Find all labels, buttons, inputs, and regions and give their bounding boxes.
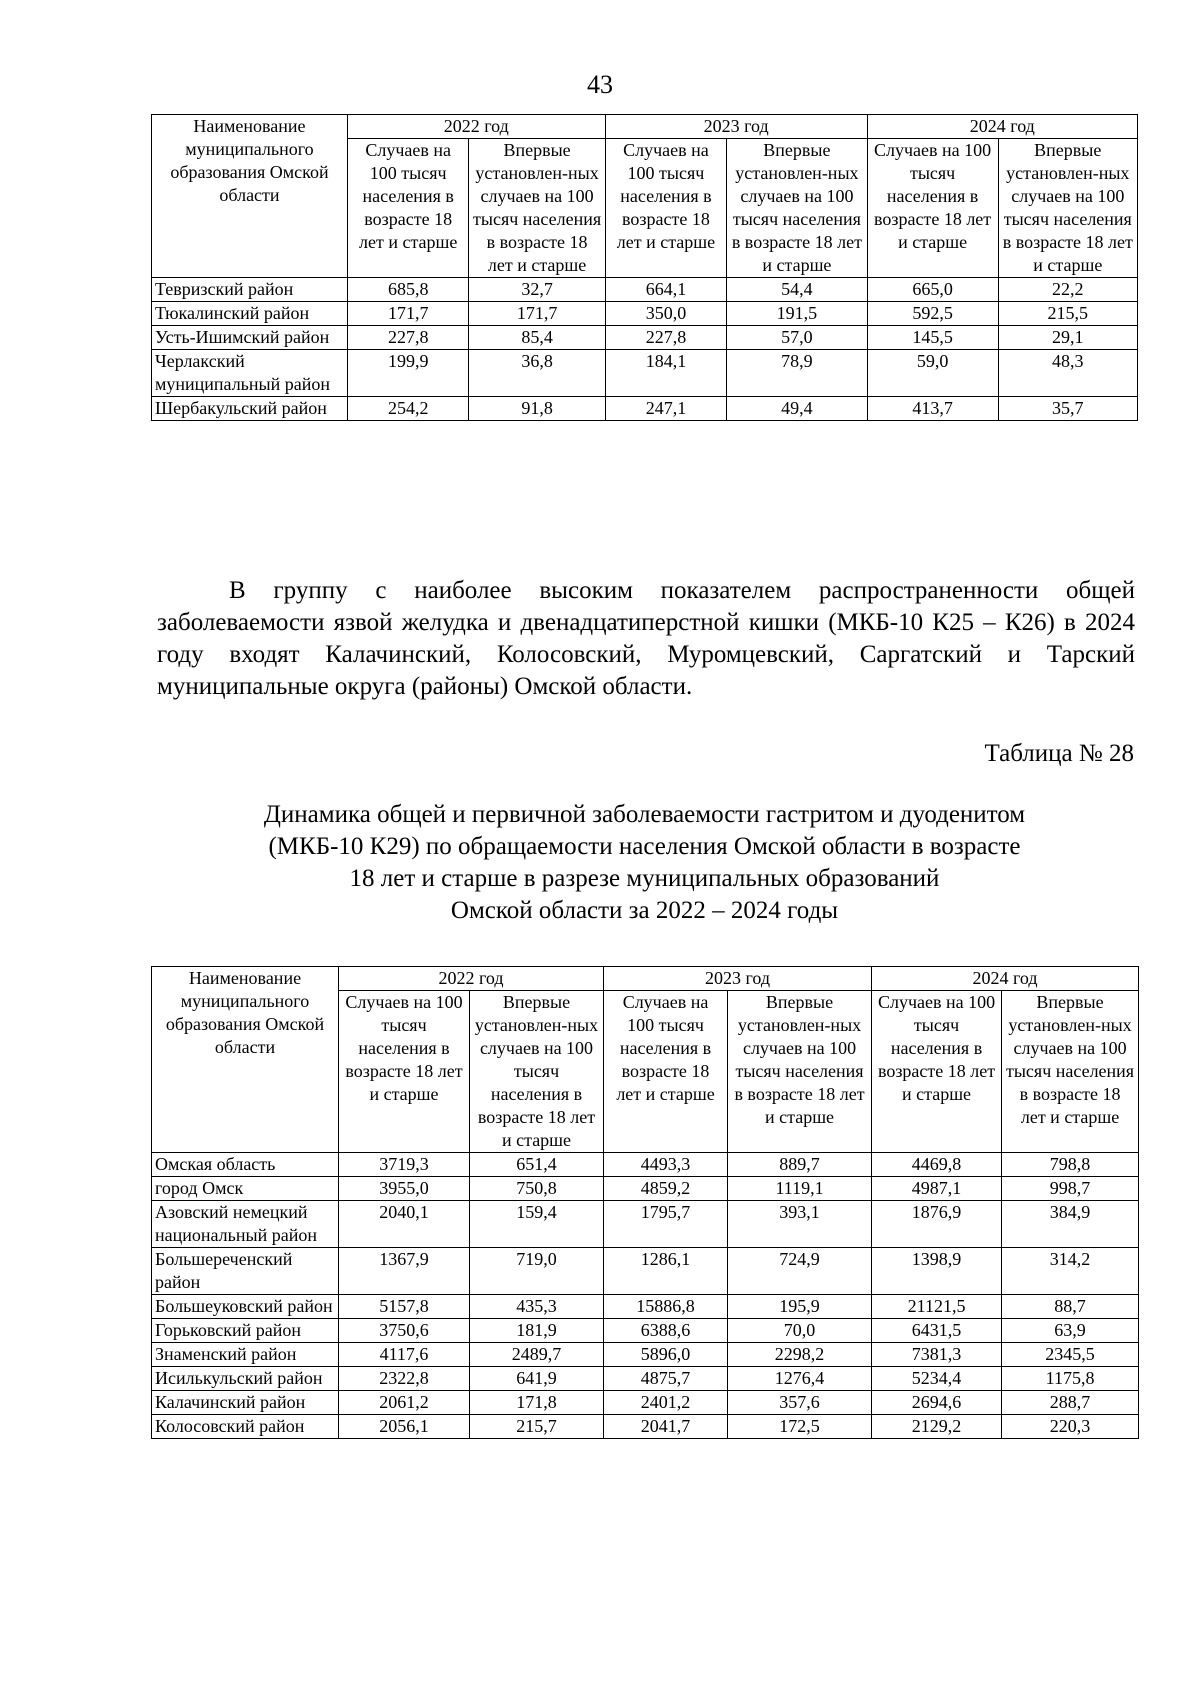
header-new-cases: Впервые установлен-ных случаев на 100 тысяч населения в возрасте 18 лет и старше bbox=[728, 991, 872, 1153]
value-cell: 7381,3 bbox=[872, 1343, 1002, 1367]
header-year-2024: 2024 год bbox=[867, 115, 1137, 139]
value-cell: 3719,3 bbox=[339, 1153, 470, 1177]
value-cell: 88,7 bbox=[1002, 1295, 1139, 1319]
value-cell: 32,7 bbox=[469, 278, 605, 302]
table-title-line: Динамика общей и первичной заболеваемости гастритом и дуоденитом bbox=[263, 801, 1026, 828]
header-year-2024: 2024 год bbox=[872, 967, 1139, 991]
value-cell: 2401,2 bbox=[604, 1391, 728, 1415]
value-cell: 54,4 bbox=[727, 278, 867, 302]
table-row bbox=[152, 326, 1138, 350]
header-cases: Случаев на 100 тысяч населения в возрасте 18 лет и старше bbox=[347, 139, 469, 278]
table-row bbox=[152, 1295, 1139, 1319]
value-cell: 664,1 bbox=[605, 278, 727, 302]
value-cell: 651,4 bbox=[470, 1153, 604, 1177]
value-cell: 750,8 bbox=[470, 1177, 604, 1201]
value-cell: 357,6 bbox=[728, 1391, 872, 1415]
value-cell: 3955,0 bbox=[339, 1177, 470, 1201]
header-year-2023: 2023 год bbox=[604, 967, 872, 991]
table-number: Таблица № 28 bbox=[984, 740, 1134, 767]
value-cell: 91,8 bbox=[469, 397, 605, 421]
value-cell: 6431,5 bbox=[872, 1319, 1002, 1343]
value-cell: 247,1 bbox=[605, 397, 727, 421]
value-cell: 85,4 bbox=[469, 326, 605, 350]
value-cell: 798,8 bbox=[1002, 1153, 1139, 1177]
value-cell: 5896,0 bbox=[604, 1343, 728, 1367]
district-name: Тевризский район bbox=[152, 278, 348, 302]
value-cell: 314,2 bbox=[1002, 1248, 1139, 1295]
value-cell: 29,1 bbox=[998, 326, 1137, 350]
disease-table-2 bbox=[151, 966, 1139, 1439]
header-new-cases: Впервые установлен-ных случаев на 100 тысяч населения в возрасте 18 лет и старше bbox=[998, 139, 1137, 278]
value-cell: 2040,1 bbox=[339, 1201, 470, 1248]
value-cell: 2322,8 bbox=[339, 1367, 470, 1391]
district-name: Шербакульский район bbox=[152, 397, 348, 421]
value-cell: 5234,4 bbox=[872, 1367, 1002, 1391]
value-cell: 22,2 bbox=[998, 278, 1137, 302]
disease-table-1 bbox=[151, 114, 1138, 421]
value-cell: 35,7 bbox=[998, 397, 1137, 421]
value-cell: 889,7 bbox=[728, 1153, 872, 1177]
value-cell: 393,1 bbox=[728, 1201, 872, 1248]
value-cell: 1876,9 bbox=[872, 1201, 1002, 1248]
value-cell: 350,0 bbox=[605, 302, 727, 326]
table-row bbox=[152, 1391, 1139, 1415]
value-cell: 1398,9 bbox=[872, 1248, 1002, 1295]
value-cell: 998,7 bbox=[1002, 1177, 1139, 1201]
header-new-cases: Впервые установлен-ных случаев на 100 тысяч населения в возрасте 18 лет и старше bbox=[1002, 991, 1139, 1153]
value-cell: 57,0 bbox=[727, 326, 867, 350]
header-year-2022: 2022 год bbox=[339, 967, 604, 991]
header-year-2023: 2023 год bbox=[605, 115, 867, 139]
value-cell: 15886,8 bbox=[604, 1295, 728, 1319]
table-row bbox=[152, 350, 1138, 397]
value-cell: 413,7 bbox=[867, 397, 998, 421]
district-name: Исилькульский район bbox=[152, 1367, 339, 1391]
value-cell: 159,4 bbox=[470, 1201, 604, 1248]
value-cell: 215,7 bbox=[470, 1415, 604, 1439]
table-row bbox=[152, 1319, 1139, 1343]
value-cell: 4875,7 bbox=[604, 1367, 728, 1391]
value-cell: 227,8 bbox=[605, 326, 727, 350]
district-name: Большереченский район bbox=[152, 1248, 339, 1295]
table-row bbox=[152, 1248, 1139, 1295]
value-cell: 2056,1 bbox=[339, 1415, 470, 1439]
value-cell: 1175,8 bbox=[1002, 1367, 1139, 1391]
value-cell: 4493,3 bbox=[604, 1153, 728, 1177]
table-row bbox=[152, 1177, 1139, 1201]
table-row bbox=[152, 1153, 1139, 1177]
value-cell: 6388,6 bbox=[604, 1319, 728, 1343]
value-cell: 21121,5 bbox=[872, 1295, 1002, 1319]
value-cell: 1276,4 bbox=[728, 1367, 872, 1391]
table-row bbox=[152, 397, 1138, 421]
value-cell: 36,8 bbox=[469, 350, 605, 397]
header-name-column: Наименование муниципального образования Омской области bbox=[152, 115, 348, 278]
table-row bbox=[152, 1367, 1139, 1391]
district-name: Азовский немецкий национальный район bbox=[152, 1201, 339, 1248]
value-cell: 171,7 bbox=[469, 302, 605, 326]
district-name: Тюкалинский район bbox=[152, 302, 348, 326]
district-name: Большеуковский район bbox=[152, 1295, 339, 1319]
table-title bbox=[151, 799, 1138, 927]
value-cell: 49,4 bbox=[727, 397, 867, 421]
value-cell: 719,0 bbox=[470, 1248, 604, 1295]
value-cell: 220,3 bbox=[1002, 1415, 1139, 1439]
value-cell: 3750,6 bbox=[339, 1319, 470, 1343]
value-cell: 592,5 bbox=[867, 302, 998, 326]
value-cell: 227,8 bbox=[347, 326, 469, 350]
value-cell: 171,7 bbox=[347, 302, 469, 326]
district-name: город Омск bbox=[152, 1177, 339, 1201]
value-cell: 2061,2 bbox=[339, 1391, 470, 1415]
value-cell: 1795,7 bbox=[604, 1201, 728, 1248]
value-cell: 2345,5 bbox=[1002, 1343, 1139, 1367]
value-cell: 2298,2 bbox=[728, 1343, 872, 1367]
header-year-2022: 2022 год bbox=[347, 115, 605, 139]
value-cell: 1286,1 bbox=[604, 1248, 728, 1295]
table-title-line: 18 лет и старше в разрезе муниципальных образований bbox=[349, 865, 940, 892]
value-cell: 172,5 bbox=[728, 1415, 872, 1439]
district-name: Омская область bbox=[152, 1153, 339, 1177]
value-cell: 5157,8 bbox=[339, 1295, 470, 1319]
value-cell: 4469,8 bbox=[872, 1153, 1002, 1177]
value-cell: 2489,7 bbox=[470, 1343, 604, 1367]
value-cell: 435,3 bbox=[470, 1295, 604, 1319]
table-row bbox=[152, 1201, 1139, 1248]
table-title-line: (МКБ-10 К29) по обращаемости населения Омской области в возрасте bbox=[268, 833, 1021, 860]
value-cell: 2694,6 bbox=[872, 1391, 1002, 1415]
page-number: 43 bbox=[587, 70, 613, 99]
table-title-line: Омской области за 2022 – 2024 годы bbox=[450, 897, 839, 924]
body-paragraph: В группу с наиболее высоким показателем распространенности общей заболеваемости язвой желудка и двенадцатиперстной кишки (МКБ-10 К25 – К26) в 2024 году входят Калачинский, Колосовский, Муромцевский, Саргатский и Тарский муниципальные округа (районы) Омской области. bbox=[157, 577, 1135, 700]
value-cell: 4987,1 bbox=[872, 1177, 1002, 1201]
district-name: Колосовский район bbox=[152, 1415, 339, 1439]
value-cell: 184,1 bbox=[605, 350, 727, 397]
value-cell: 199,9 bbox=[347, 350, 469, 397]
value-cell: 191,5 bbox=[727, 302, 867, 326]
table-body bbox=[152, 1153, 1139, 1439]
value-cell: 63,9 bbox=[1002, 1319, 1139, 1343]
value-cell: 195,9 bbox=[728, 1295, 872, 1319]
value-cell: 384,9 bbox=[1002, 1201, 1139, 1248]
table-row bbox=[152, 302, 1138, 326]
value-cell: 181,9 bbox=[470, 1319, 604, 1343]
header-cases: Случаев на 100 тысяч населения в возрасте 18 лет и старше bbox=[604, 991, 728, 1153]
district-name: Горьковский район bbox=[152, 1319, 339, 1343]
value-cell: 145,5 bbox=[867, 326, 998, 350]
value-cell: 288,7 bbox=[1002, 1391, 1139, 1415]
district-name: Черлакский муниципальный район bbox=[152, 350, 348, 397]
value-cell: 4117,6 bbox=[339, 1343, 470, 1367]
value-cell: 70,0 bbox=[728, 1319, 872, 1343]
value-cell: 78,9 bbox=[727, 350, 867, 397]
value-cell: 1367,9 bbox=[339, 1248, 470, 1295]
value-cell: 641,9 bbox=[470, 1367, 604, 1391]
table-row bbox=[152, 1415, 1139, 1439]
value-cell: 724,9 bbox=[728, 1248, 872, 1295]
value-cell: 2041,7 bbox=[604, 1415, 728, 1439]
table-body bbox=[152, 278, 1138, 421]
header-cases: Случаев на 100 тысяч населения в возрасте 18 лет и старше bbox=[867, 139, 998, 278]
header-cases: Случаев на 100 тысяч населения в возрасте 18 лет и старше bbox=[339, 991, 470, 1153]
value-cell: 665,0 bbox=[867, 278, 998, 302]
table-row bbox=[152, 278, 1138, 302]
district-name: Усть-Ишимский район bbox=[152, 326, 348, 350]
header-new-cases: Впервые установлен-ных случаев на 100 тысяч населения в возрасте 18 лет и старше bbox=[470, 991, 604, 1153]
district-name: Калачинский район bbox=[152, 1391, 339, 1415]
header-cases: Случаев на 100 тысяч населения в возрасте 18 лет и старше bbox=[872, 991, 1002, 1153]
value-cell: 48,3 bbox=[998, 350, 1137, 397]
value-cell: 254,2 bbox=[347, 397, 469, 421]
header-new-cases: Впервые установлен-ных случаев на 100 тысяч населения в возрасте 18 лет и старше bbox=[469, 139, 605, 278]
header-new-cases: Впервые установлен-ных случаев на 100 тысяч населения в возрасте 18 лет и старше bbox=[727, 139, 867, 278]
value-cell: 171,8 bbox=[470, 1391, 604, 1415]
header-name-column: Наименование муниципального образования Омской области bbox=[152, 967, 339, 1153]
value-cell: 1119,1 bbox=[728, 1177, 872, 1201]
district-name: Знаменский район bbox=[152, 1343, 339, 1367]
header-cases: Случаев на 100 тысяч населения в возрасте 18 лет и старше bbox=[605, 139, 727, 278]
value-cell: 59,0 bbox=[867, 350, 998, 397]
table-row bbox=[152, 1343, 1139, 1367]
value-cell: 4859,2 bbox=[604, 1177, 728, 1201]
value-cell: 215,5 bbox=[998, 302, 1137, 326]
value-cell: 2129,2 bbox=[872, 1415, 1002, 1439]
value-cell: 685,8 bbox=[347, 278, 469, 302]
